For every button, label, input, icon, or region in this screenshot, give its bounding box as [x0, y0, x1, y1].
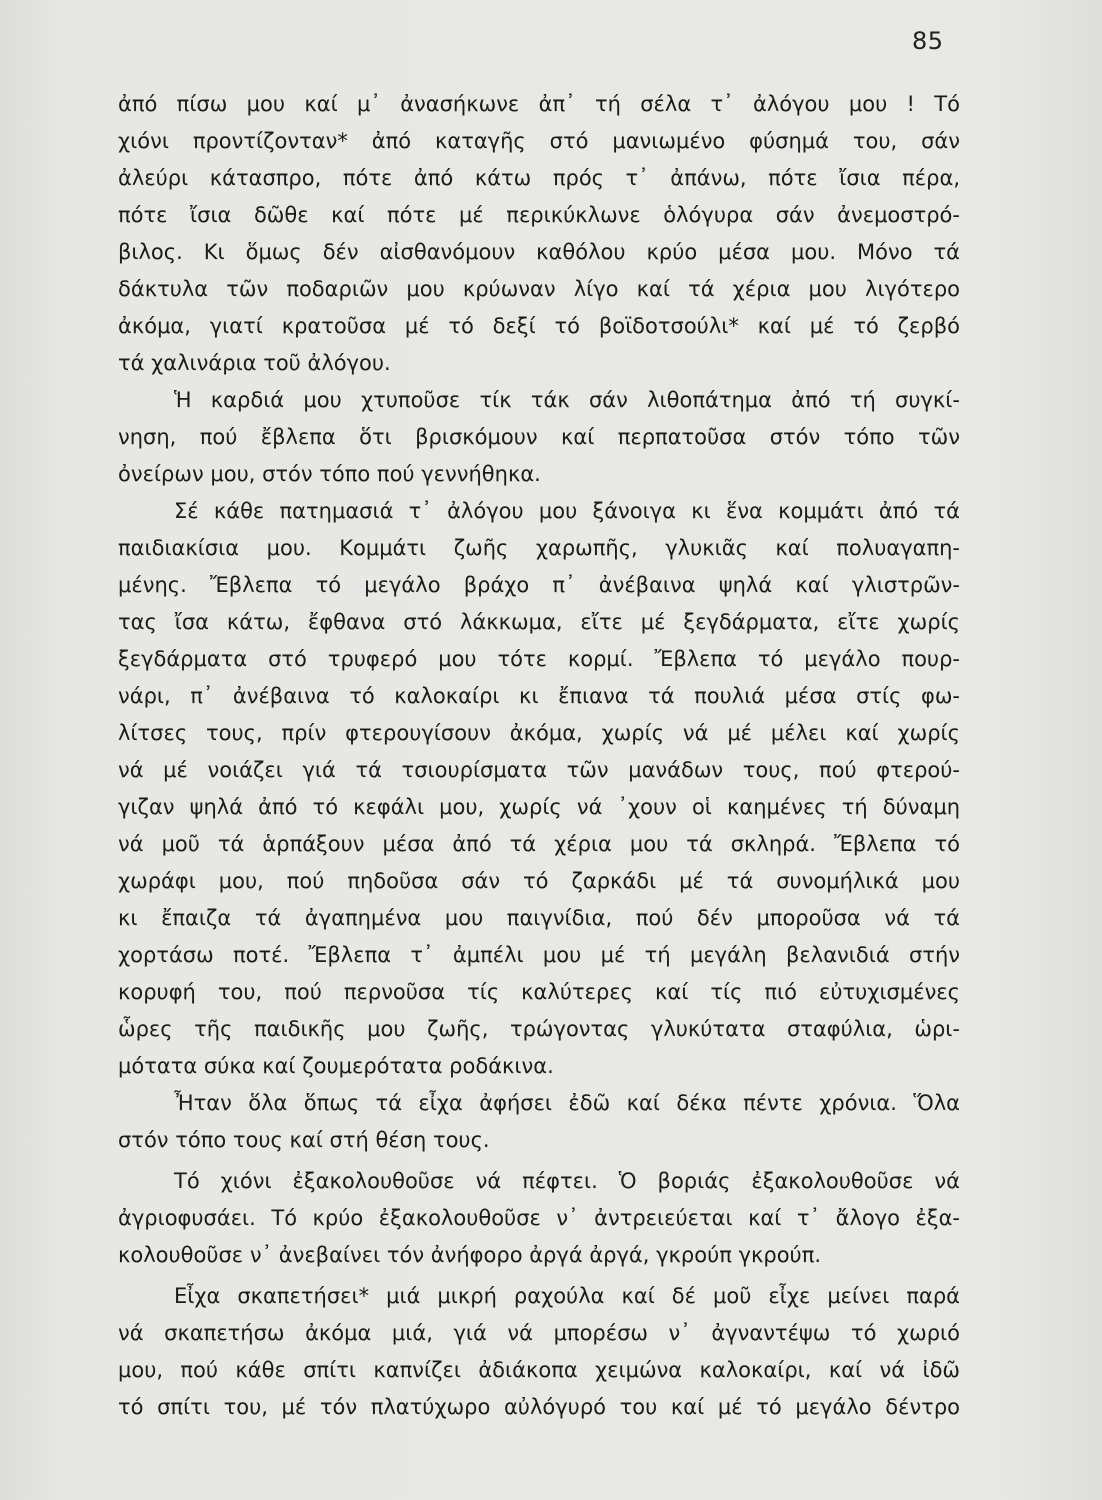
paragraph — [118, 382, 960, 493]
text-line: Ἦταν ὅλα ὅπως τά εἶχα ἀφήσει ἐδῶ καί δέκα πέντε χρόνια. Ὅλα — [174, 1091, 960, 1115]
text-line: λίτσες τους, πρίν φτερουγίσουν ἀκόμα, χωρίς νά μέ μέλει καί χωρίς — [118, 721, 960, 745]
text-line: ὧρες τῆς παιδικῆς μου ζωῆς, τρώγοντας γλυκύτατα σταφύλια, ὡρι- — [118, 1017, 960, 1041]
text-line: Ἡ καρδιά μου χτυποῦσε τίκ τάκ σάν λιθοπάτημα ἀπό τή συγκί- — [174, 388, 960, 412]
text-line: παιδιακίσια μου. Κομμάτι ζωῆς χαρωπῆς, γλυκιᾶς καί πολυαγαπη- — [118, 536, 960, 560]
text-line: Σέ κάθε πατημασιά τ᾽ ἀλόγου μου ξάνοιγα κι ἕνα κομμάτι ἀπό τά — [174, 499, 960, 523]
text-line: μου, πού κάθε σπίτι καπνίζει ἀδιάκοπα χειμώνα καλοκαίρι, καί νά ἰδῶ — [118, 1358, 960, 1382]
text-line: κορυφή του, πού περνοῦσα τίς καλύτερες καί τίς πιό εὐτυχισμένες — [118, 980, 960, 1004]
text-line: νά μοῦ τά ἁρπάξουν μέσα ἀπό τά χέρια μου τά σκληρά. Ἔβλεπα τό — [118, 832, 960, 856]
text-line: ἀγριοφυσάει. Τό κρύο ἐξακολουθοῦσε ν᾽ ἀντρειεύεται καί τ᾽ ἄλογο ἐξα- — [118, 1206, 960, 1230]
text-line: τό σπίτι του, μέ τόν πλατύχωρο αὐλόγυρό του καί μέ τό μεγάλο δέντρο — [118, 1395, 960, 1419]
text-line: Τό χιόνι ἐξακολουθοῦσε νά πέφτει. Ὁ βοριάς ἐξακολουθοῦσε νά — [174, 1169, 960, 1193]
text-line: τά χαλινάρια τοῦ ἀλόγου. — [118, 351, 391, 375]
text-line: ἀλεύρι κάτασπρο, πότε ἀπό κάτω πρός τ᾽ ἀπάνω, πότε ἴσια πέρα, — [118, 166, 960, 190]
text-line: χωράφι μου, πού πηδοῦσα σάν τό ζαρκάδι μέ τά συνομήλικά μου — [118, 869, 960, 893]
text-line: νά μέ νοιάζει γιά τά τσιουρίσματα τῶν μανάδων τους, πού φτερού- — [118, 758, 960, 782]
body-text — [118, 86, 960, 1426]
text-line: ὀνείρων μου, στόν τόπο πού γεννήθηκα. — [118, 462, 541, 486]
page-number: 85 — [912, 27, 944, 55]
text-line: νηση, πού ἔβλεπα ὅτι βρισκόμουν καί περπατοῦσα στόν τόπο τῶν — [118, 425, 960, 449]
text-line: Εἶχα σκαπετήσει* μιά μικρή ραχούλα καί δέ μοῦ εἶχε μείνει παρά — [174, 1284, 960, 1308]
text-line: πότε ἴσια δῶθε καί πότε μέ περικύκλωνε ὁλόγυρα σάν ἀνεμοστρό- — [118, 203, 960, 227]
text-line: κολουθοῦσε ν᾽ ἀνεβαίνει τόν ἀνήφορο ἀργά ἀργά, γκρούπ γκρούπ. — [118, 1243, 822, 1267]
paragraph — [118, 493, 960, 1085]
text-line: νά σκαπετήσω ἀκόμα μιά, γιά νά μπορέσω ν᾽ ἀγναντέψω τό χωριό — [118, 1321, 960, 1345]
text-line: χορτάσω ποτέ. Ἔβλεπα τ᾽ ἀμπέλι μου μέ τή μεγάλη βελανιδιά στήν — [118, 943, 960, 967]
paragraph — [118, 1085, 960, 1159]
paragraph — [118, 1278, 960, 1426]
text-line: ἀκόμα, γιατί κρατοῦσα μέ τό δεξί τό βοϊδοτσούλι* καί μέ τό ζερβό — [118, 314, 960, 338]
text-line: τας ἴσα κάτω, ἔφθανα στό λάκκωμα, εἴτε μέ ξεγδάρματα, εἴτε χωρίς — [118, 610, 960, 634]
paragraph — [118, 86, 960, 382]
text-line: μένης. Ἔβλεπα τό μεγάλο βράχο π᾽ ἀνέβαινα ψηλά καί γλιστρῶν- — [118, 573, 960, 597]
text-line: ἀπό πίσω μου καί μ᾽ ἀνασήκωνε ἀπ᾽ τή σέλα τ᾽ ἀλόγου μου ! Τό — [118, 92, 960, 116]
text-line: δάκτυλα τῶν ποδαριῶν μου κρύωναν λίγο καί τά χέρια μου λιγότερο — [118, 277, 960, 301]
text-line: γιζαν ψηλά ἀπό τό κεφάλι μου, χωρίς νά ᾽χουν οἱ καημένες τή δύναμη — [118, 795, 960, 819]
text-line: κι ἔπαιζα τά ἀγαπημένα μου παιγνίδια, πού δέν μποροῦσα νά τά — [118, 906, 960, 930]
text-line: ξεγδάρματα στό τρυφερό μου τότε κορμί. Ἔβλεπα τό μεγάλο πουρ- — [118, 647, 960, 671]
paragraph — [118, 1163, 960, 1274]
text-line: χιόνι προντίζονταν* ἀπό καταγῆς στό μανιωμένο φύσημά του, σάν — [118, 129, 960, 153]
text-line: βιλος. Κι ὅμως δέν αἰσθανόμουν καθόλου κρύο μέσα μου. Μόνο τά — [118, 240, 960, 264]
text-line: νάρι, π᾽ ἀνέβαινα τό καλοκαίρι κι ἔπιανα τά πουλιά μέσα στίς φω- — [118, 684, 960, 708]
text-line: μότατα σύκα καί ζουμερότατα ροδάκινα. — [118, 1054, 554, 1078]
text-line: στόν τόπο τους καί στή θέση τους. — [118, 1128, 490, 1152]
